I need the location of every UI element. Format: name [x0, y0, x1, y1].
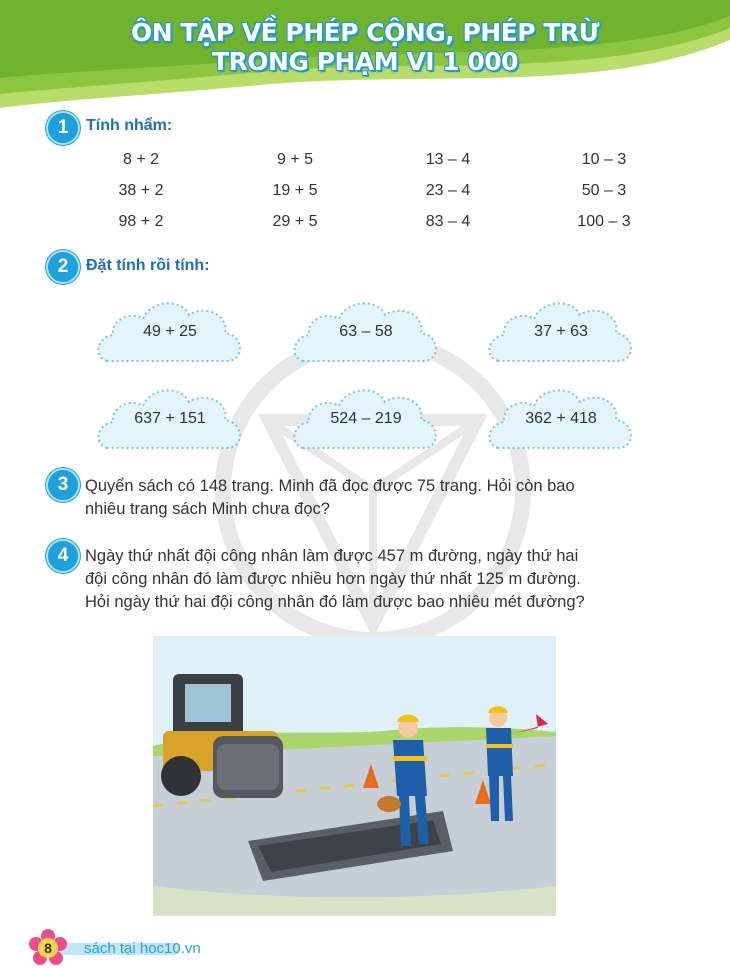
- calc-item: 19 + 5: [272, 182, 318, 199]
- cloud-expression-text: 49 + 25: [143, 323, 197, 340]
- calc-item: 100 – 3: [577, 213, 631, 230]
- exercise-3-number: 3: [46, 468, 80, 502]
- cloud-expression: [97, 295, 243, 370]
- exercise-1-number: 1: [46, 111, 80, 145]
- exercise-4-text: [85, 545, 685, 614]
- page-title-line-2: TRONG PHẠM VI 1 000: [211, 47, 518, 76]
- page-header: [0, 0, 730, 115]
- exercise-3-line: nhiêu trang sách Minh chưa đọc?: [85, 500, 330, 518]
- road-work-illustration: [153, 636, 556, 916]
- exercise-2-heading: Đặt tính rồi tính:: [86, 257, 210, 274]
- exercise-3-text: [85, 475, 685, 521]
- calc-item: 98 + 2: [118, 213, 164, 230]
- calc-item: 8 + 2: [122, 151, 160, 168]
- cloud-expression: [293, 295, 439, 370]
- cloud-expression: [488, 295, 634, 370]
- footer-text: sách tại hoc10.vn: [84, 940, 201, 957]
- calc-item: 9 + 5: [276, 151, 314, 168]
- exercise-2-number: 2: [46, 250, 80, 284]
- page-number-flower-icon: [28, 928, 68, 968]
- calc-item: 29 + 5: [272, 213, 318, 230]
- exercise-4-line: Ngày thứ nhất đội công nhân làm được 457 m đường, ngày thứ hai: [85, 547, 579, 565]
- page-title-line-1: ÔN TẬP VỀ PHÉP CỘNG, PHÉP TRỪ: [130, 18, 600, 47]
- exercise-4-line: đội công nhân đó làm được nhiều hơn ngày thứ nhất 125 m đường.: [85, 570, 581, 588]
- calc-item: 83 – 4: [425, 213, 471, 230]
- cloud-expression: [293, 382, 439, 457]
- calc-item: 23 – 4: [425, 182, 471, 199]
- exercise-4-number: 4: [46, 539, 80, 573]
- cloud-expression-text: 362 + 418: [525, 410, 597, 427]
- page-title: [0, 18, 730, 76]
- page-number: 8: [44, 940, 52, 956]
- cloud-expression: [97, 382, 243, 457]
- calc-item: 38 + 2: [118, 182, 164, 199]
- exercise-4-line: Hỏi ngày thứ hai đội công nhân đó làm được bao nhiêu mét đường?: [85, 593, 585, 611]
- calc-item: 50 – 3: [581, 182, 627, 199]
- exercise-3-line: Quyển sách có 148 trang. Minh đã đọc được 75 trang. Hỏi còn bao: [85, 477, 575, 495]
- cloud-expression: [488, 382, 634, 457]
- exercise-1-heading: Tính nhẩm:: [86, 117, 173, 134]
- cloud-expression-text: 63 – 58: [339, 323, 393, 340]
- cloud-expression-text: 37 + 63: [534, 323, 588, 340]
- calc-item: 13 – 4: [425, 151, 471, 168]
- cloud-expression-text: 524 – 219: [330, 410, 402, 427]
- cloud-expression-text: 637 + 151: [134, 410, 206, 427]
- calc-item: 10 – 3: [581, 151, 627, 168]
